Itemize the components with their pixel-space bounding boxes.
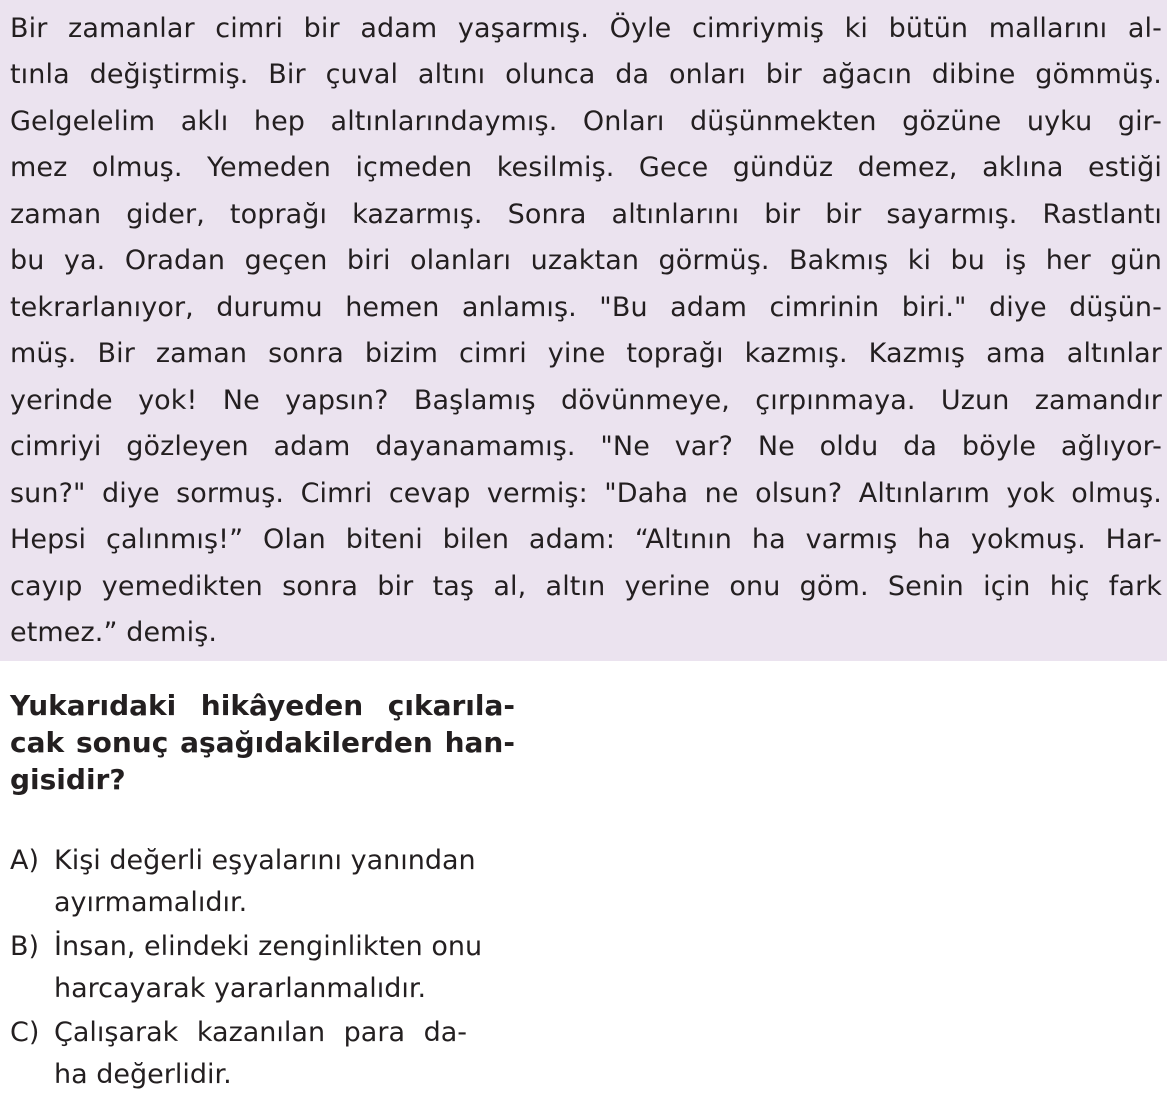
passage-line: Bir zamanlar cimri bir adam yaşarmış. Öyle cimriymiş ki bütün mallarını al- (10, 13, 1162, 44)
option-letter: A) (10, 845, 40, 876)
passage-line: mez olmuş. Yemeden içmeden kesilmiş. Gece gündüz demez, aklına estiği (10, 152, 1162, 183)
option-letter: C) (10, 1017, 40, 1048)
question-line: gisidir? (10, 763, 126, 796)
passage-line: bu ya. Oradan geçen biri olanları uzaktan görmüş. Bakmış ki bu iş her gün (10, 245, 1162, 276)
passage-line: müş. Bir zaman sonra bizim cimri yine toprağı kazmış. Kazmış ama altınlar (10, 338, 1162, 369)
question-line: Yukarıdaki hikâyeden çıkarıla- (10, 689, 515, 722)
option-letter: B) (10, 931, 40, 962)
option-text: Kişi değerli eşyalarını yanından (54, 845, 476, 876)
option-text-continued: ha değerlidir. (54, 1059, 232, 1090)
passage-line: cayıp yemedikten sonra bir taş al, altın yerine onu göm. Senin için hiç fark (10, 571, 1162, 602)
passage-line: Gelgelelim aklı hep altınlarındaymış. Onları düşünmekten gözüne uyku gir- (10, 106, 1162, 137)
passage-line: cimriyi gözleyen adam dayanamamış. "Ne var? Ne oldu da böyle ağlıyor- (10, 431, 1162, 462)
question-line: cak sonuç aşağıdakilerden han- (10, 726, 515, 759)
passage-line: sun?" diye sormuş. Cimri cevap vermiş: "Daha ne olsun? Altınlarım yok olmuş. (10, 478, 1162, 509)
passage-line: tekrarlanıyor, durumu hemen anlamış. "Bu adam cimrinin biri." diye düşün- (10, 292, 1162, 323)
passage-line: Hepsi çalınmış!” Olan biteni bilen adam: “Altının ha varmış ha yokmuş. Har- (10, 524, 1162, 555)
passage-line: zaman gider, toprağı kazarmış. Sonra altınlarını bir bir sayarmış. Rastlantı (10, 199, 1162, 230)
passage-line: yerinde yok! Ne yapsın? Başlamış dövünmeye, çırpınmaya. Uzun zamandır (10, 385, 1162, 416)
option-text-continued: ayırmamalıdır. (54, 887, 248, 918)
option-text: İnsan, elindeki zenginlikten onu (54, 931, 483, 962)
option-text-continued: harcayarak yararlanmalıdır. (54, 973, 427, 1004)
option-text: Çalışarak kazanılan para da- (54, 1017, 467, 1048)
passage-line: etmez.” demiş. (10, 617, 218, 648)
passage-line: tınla değiştirmiş. Bir çuval altını olunca da onları bir ağacın dibine gömmüş. (10, 59, 1162, 90)
